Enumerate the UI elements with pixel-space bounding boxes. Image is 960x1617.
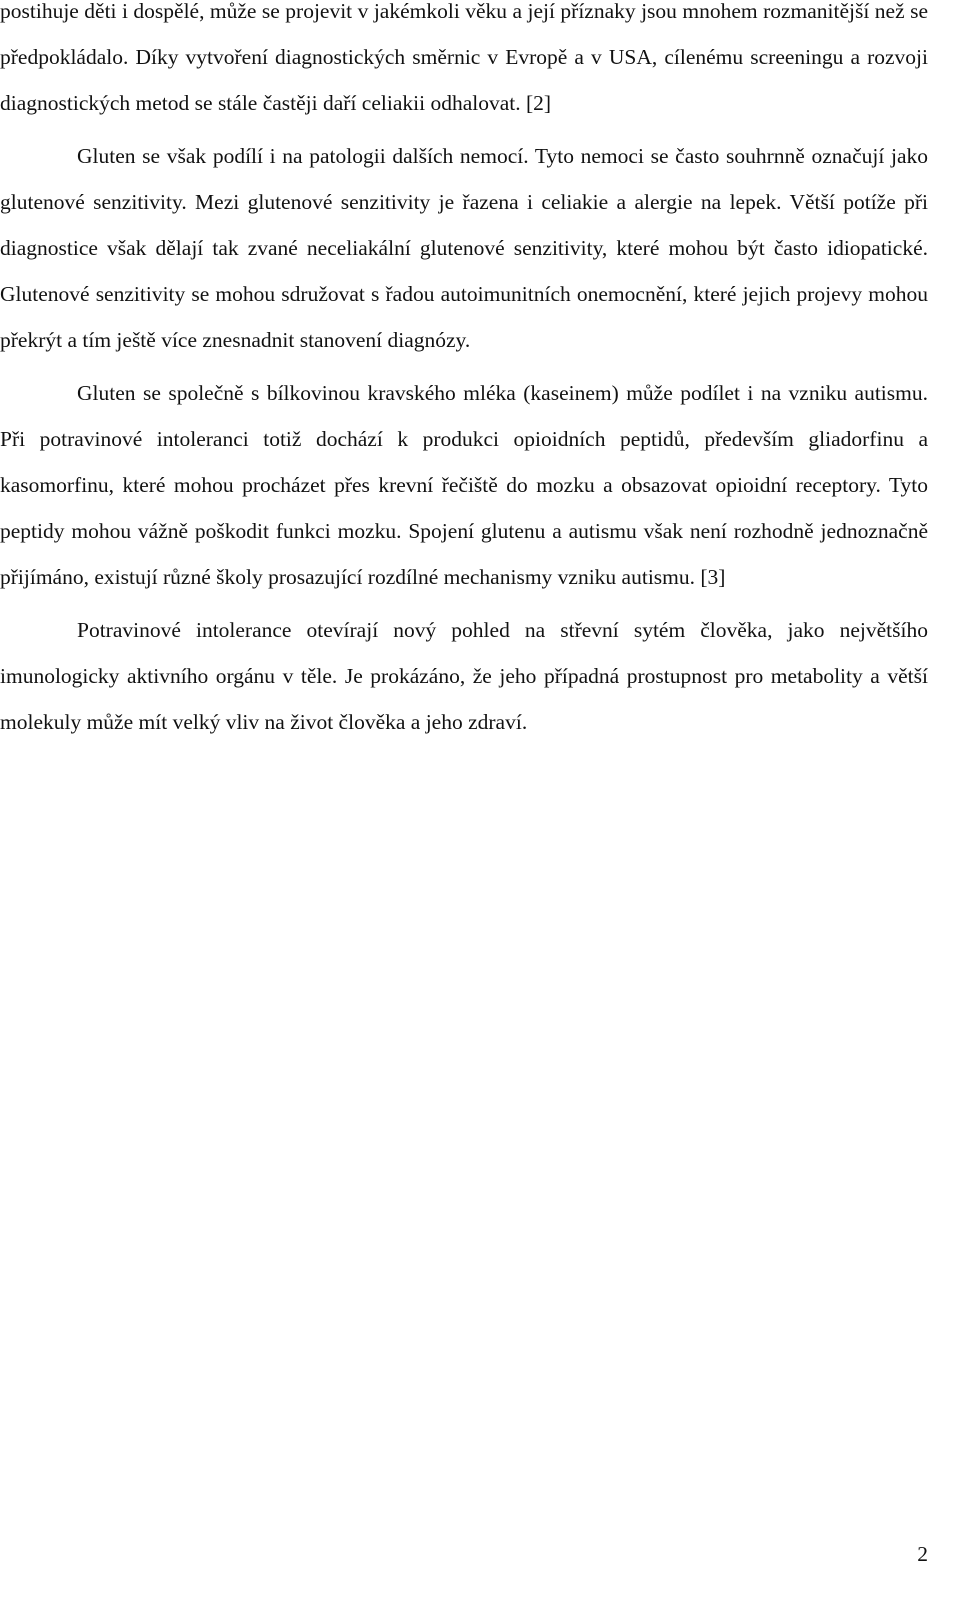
paragraph-gap: [0, 363, 928, 371]
paragraph-gap: [0, 600, 928, 608]
paragraph-food-intolerance: Potravinové intolerance otevírají nový pohled na střevní sytém člověka, jako největšího imunologicky aktivního orgánu v těle. Je prokázáno, že jeho případná prostupnost pro metabolity a větší molekuly může mít velký vliv na život člověka a jeho zdraví.: [0, 618, 928, 734]
paragraph-gluten-autism: Gluten se společně s bílkovinou kravského mléka (kaseinem) může podílet i na vzniku autismu. Při potravinové intoleranci totiž dochází k produkci opioidních peptidů, především gliadorfinu a kasomorfinu, které mohou procházet přes krevní řečiště do mozku a obsazovat opioidní receptory. Tyto peptidy mohou vážně poškodit funkci mozku. Spojení glutenu a autismu však není rozhodně jednoznačně přijímáno, existují různé školy prosazující rozdílné mechanismy vzniku autismu. [3]: [0, 381, 928, 589]
paragraph-gluten-sensitivity: Gluten se však podílí i na patologii dalších nemocí. Tyto nemoci se často souhrnně označují jako glutenové senzitivity. Mezi glutenové senzitivity je řazena i celiakie a alergie na lepek. Větší potíže při diagnostice však dělají tak zvané neceliakální glutenové senzitivity, které mohou být často idiopatické. Glutenové senzitivity se mohou sdružovat s řadou autoimunitních onemocnění, které jejich projevy mohou překrýt a tím ještě více znesnadnit stanovení diagnózy.: [0, 144, 928, 352]
page-number: 2: [917, 1542, 928, 1566]
document-page: [0, 0, 928, 746]
paragraph-gap: [0, 126, 928, 134]
paragraph-celiac-intro: postihuje děti i dospělé, může se projevit v jakémkoli věku a její příznaky jsou mnohem rozmanitější než se předpokládalo. Díky vytvoření diagnostických směrnic v Evropě a v USA, cílenému screeningu a rozvoji diagnostických metod se stále častěji daří celiakii odhalovat. [2]: [0, 0, 928, 115]
